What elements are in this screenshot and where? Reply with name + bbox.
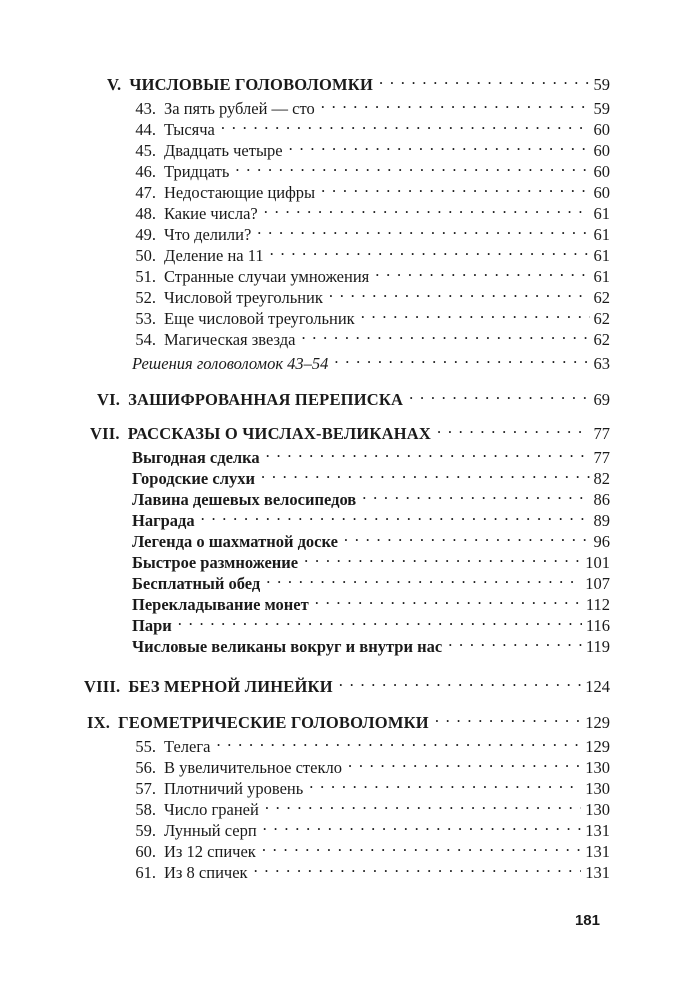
- toc-entry-item: [0, 835, 610, 861]
- toc-entry-item: [0, 751, 610, 777]
- chapter-roman: IX.: [87, 713, 111, 732]
- toc-entry-item: [0, 814, 610, 840]
- entry-title: Лавина дешевых велосипедов: [132, 490, 357, 509]
- toc-entry-item: [0, 323, 610, 349]
- dot-leader: [295, 323, 589, 345]
- entry-page: 131: [585, 863, 610, 882]
- chapter-roman: V.: [107, 75, 122, 94]
- toc-entry-story: [0, 441, 610, 467]
- toc-entry-item: [0, 176, 610, 202]
- toc-entry-item: [0, 113, 610, 139]
- entry-title: Выгодная сделка: [132, 448, 260, 467]
- entry-page: 60: [593, 141, 610, 160]
- dot-leader: [333, 670, 582, 692]
- dot-leader: [373, 68, 590, 90]
- chapter-roman: VIII.: [84, 677, 121, 696]
- entry-title: Плотничий уровень: [164, 779, 304, 798]
- toc-entry-item: [0, 260, 610, 286]
- dot-leader: [303, 772, 581, 794]
- entry-page: 61: [593, 204, 610, 223]
- dot-leader: [431, 417, 590, 439]
- entry-title: Числовой треугольник: [164, 288, 323, 307]
- toc-entry-item: [0, 92, 610, 118]
- dot-leader: [442, 630, 582, 652]
- dot-leader: [315, 92, 590, 114]
- item-number: 54.: [135, 330, 156, 349]
- dot-leader: [429, 706, 581, 728]
- entry-page: 61: [593, 246, 610, 265]
- toc-entry-item: [0, 302, 610, 328]
- entry-page: 112: [585, 595, 610, 614]
- dot-leader: [215, 113, 590, 135]
- dot-leader: [328, 347, 589, 369]
- entry-page: 60: [593, 120, 610, 139]
- item-number: 53.: [135, 309, 156, 328]
- entry-title: Пари: [132, 616, 172, 635]
- item-number: 45.: [135, 141, 156, 160]
- entry-title: ГЕОМЕТРИЧЕСКИЕ ГОЛОВОЛОМКИ: [118, 713, 429, 732]
- toc-entry-chapter: [0, 670, 610, 696]
- dot-leader: [356, 483, 589, 505]
- item-number: 58.: [135, 800, 156, 819]
- toc-entry-chapter: [0, 417, 610, 443]
- item-number: 59.: [135, 821, 156, 840]
- dot-leader: [195, 504, 590, 526]
- entry-title: Магическая звезда: [164, 330, 296, 349]
- toc-entry-item: [0, 218, 610, 244]
- item-number: 51.: [135, 267, 156, 286]
- entry-title: Двадцать четыре: [164, 141, 283, 160]
- entry-title: ЗАШИФРОВАННАЯ ПЕРЕПИСКА: [128, 390, 404, 409]
- entry-page: 60: [593, 183, 610, 202]
- entry-page: 82: [593, 469, 610, 488]
- entry-page: 107: [585, 574, 610, 593]
- dot-leader: [298, 546, 581, 568]
- toc-entry-chapter: [0, 68, 610, 94]
- toc-entry-chapter: [0, 383, 610, 409]
- item-number: 55.: [135, 737, 156, 756]
- entry-title: Еще числовой треугольник: [164, 309, 355, 328]
- item-number: 44.: [135, 120, 156, 139]
- entry-title: Телега: [164, 737, 211, 756]
- dot-leader: [257, 814, 582, 836]
- entry-page: 60: [593, 162, 610, 181]
- entry-title: За пять рублей — сто: [164, 99, 315, 118]
- item-number: 61.: [135, 863, 156, 882]
- dot-leader: [229, 155, 589, 177]
- entry-page: 61: [593, 267, 610, 286]
- entry-page: 129: [585, 737, 610, 756]
- entry-page: 130: [585, 800, 610, 819]
- entry-title: Число граней: [164, 800, 259, 819]
- item-number: 43.: [135, 99, 156, 118]
- toc-entry-story: [0, 567, 610, 593]
- entry-title: Тысяча: [164, 120, 215, 139]
- entry-page: 62: [593, 309, 610, 328]
- entry-title: Из 12 спичек: [164, 842, 256, 861]
- toc-entry-item: [0, 793, 610, 819]
- dot-leader: [309, 588, 582, 610]
- entry-page: 130: [585, 779, 610, 798]
- dot-leader: [283, 134, 590, 156]
- item-number: 60.: [135, 842, 156, 861]
- dot-leader: [342, 751, 581, 773]
- dot-leader: [355, 302, 590, 324]
- entry-page: 129: [585, 713, 610, 732]
- entry-page: 62: [593, 330, 610, 349]
- entry-title: Городские слухи: [132, 469, 255, 488]
- entry-page: 131: [585, 821, 610, 840]
- toc-entry-story: [0, 588, 610, 614]
- entry-page: 119: [585, 637, 610, 656]
- dot-leader: [369, 260, 589, 282]
- dot-leader: [338, 525, 590, 547]
- chapter-roman: VII.: [90, 424, 120, 443]
- entry-page: 131: [585, 842, 610, 861]
- dot-leader: [172, 609, 582, 631]
- toc-entry-item: [0, 155, 610, 181]
- entry-title: ЧИСЛОВЫЕ ГОЛОВОЛОМКИ: [129, 75, 373, 94]
- item-number: 57.: [135, 779, 156, 798]
- item-number: 46.: [135, 162, 156, 181]
- item-number: 49.: [135, 225, 156, 244]
- toc-entry-item: [0, 772, 610, 798]
- entry-page: 77: [593, 448, 610, 467]
- dot-leader: [210, 730, 581, 752]
- entry-page: 61: [593, 225, 610, 244]
- entry-title: Перекладывание монет: [132, 595, 309, 614]
- dot-leader: [248, 856, 582, 878]
- toc-entry-story: [0, 483, 610, 509]
- entry-page: 116: [585, 616, 610, 635]
- toc-entry-story: [0, 609, 610, 635]
- dot-leader: [315, 176, 589, 198]
- entry-page: 63: [593, 354, 610, 373]
- entry-page: 62: [593, 288, 610, 307]
- dot-leader: [323, 281, 590, 303]
- entry-title: Быстрое размножение: [132, 553, 299, 572]
- toc-entry-story: [0, 504, 610, 530]
- toc-entry-item: [0, 281, 610, 307]
- entry-title: Тридцать: [164, 162, 230, 181]
- toc-entry-item: [0, 134, 610, 160]
- entry-title: В увеличительное стекло: [164, 758, 342, 777]
- entry-page: 59: [593, 75, 610, 94]
- toc-entry-item: [0, 730, 610, 756]
- dot-leader: [259, 793, 581, 815]
- dot-leader: [258, 197, 590, 219]
- item-number: 52.: [135, 288, 156, 307]
- entry-title: Лунный серп: [164, 821, 257, 840]
- entry-page: 77: [593, 424, 610, 443]
- entry-title: Легенда о шахматной доске: [132, 532, 338, 551]
- toc-entry-story: [0, 462, 610, 488]
- item-number: 50.: [135, 246, 156, 265]
- item-number: 47.: [135, 183, 156, 202]
- item-number: 56.: [135, 758, 156, 777]
- entry-page: 96: [593, 532, 610, 551]
- entry-title: Из 8 спичек: [164, 863, 248, 882]
- page-number: 181: [574, 912, 600, 929]
- dot-leader: [403, 383, 589, 405]
- dot-leader: [255, 462, 590, 484]
- entry-page: 69: [593, 390, 610, 409]
- entry-title: Странные случаи умножения: [164, 267, 370, 286]
- dot-leader: [251, 218, 589, 240]
- chapter-roman: VI.: [97, 390, 121, 409]
- dot-leader: [256, 835, 581, 857]
- dot-leader: [264, 239, 590, 261]
- entry-page: 124: [585, 677, 610, 696]
- entry-page: 86: [593, 490, 610, 509]
- toc-entry-item: [0, 856, 610, 882]
- entry-page: 89: [593, 511, 610, 530]
- toc-entry-item: [0, 239, 610, 265]
- entry-page: 101: [585, 553, 610, 572]
- toc-entry-solution: [0, 347, 610, 373]
- toc-entry-story: [0, 546, 610, 572]
- item-number: 48.: [135, 204, 156, 223]
- dot-leader: [260, 441, 590, 463]
- entry-title: РАССКАЗЫ О ЧИСЛАХ-ВЕЛИКАНАХ: [127, 424, 431, 443]
- toc-entry-story: [0, 525, 610, 551]
- entry-page: 130: [585, 758, 610, 777]
- entry-title: Награда: [132, 511, 195, 530]
- entry-page: 59: [593, 99, 610, 118]
- entry-title: Решения головоломок 43–54: [132, 354, 329, 373]
- entry-title: Числовые великаны вокруг и внутри нас: [132, 637, 443, 656]
- toc-entry-item: [0, 197, 610, 223]
- toc-entry-chapter: [0, 706, 610, 732]
- entry-title: Какие числа?: [164, 204, 258, 223]
- entry-title: Недостающие цифры: [164, 183, 316, 202]
- toc-entry-story: [0, 630, 610, 656]
- entry-title: Бесплатный обед: [132, 574, 261, 593]
- entry-title: БЕЗ МЕРНОЙ ЛИНЕЙКИ: [128, 677, 333, 696]
- entry-title: Что делили?: [164, 225, 252, 244]
- entry-title: Деление на 11: [164, 246, 264, 265]
- dot-leader: [260, 567, 581, 589]
